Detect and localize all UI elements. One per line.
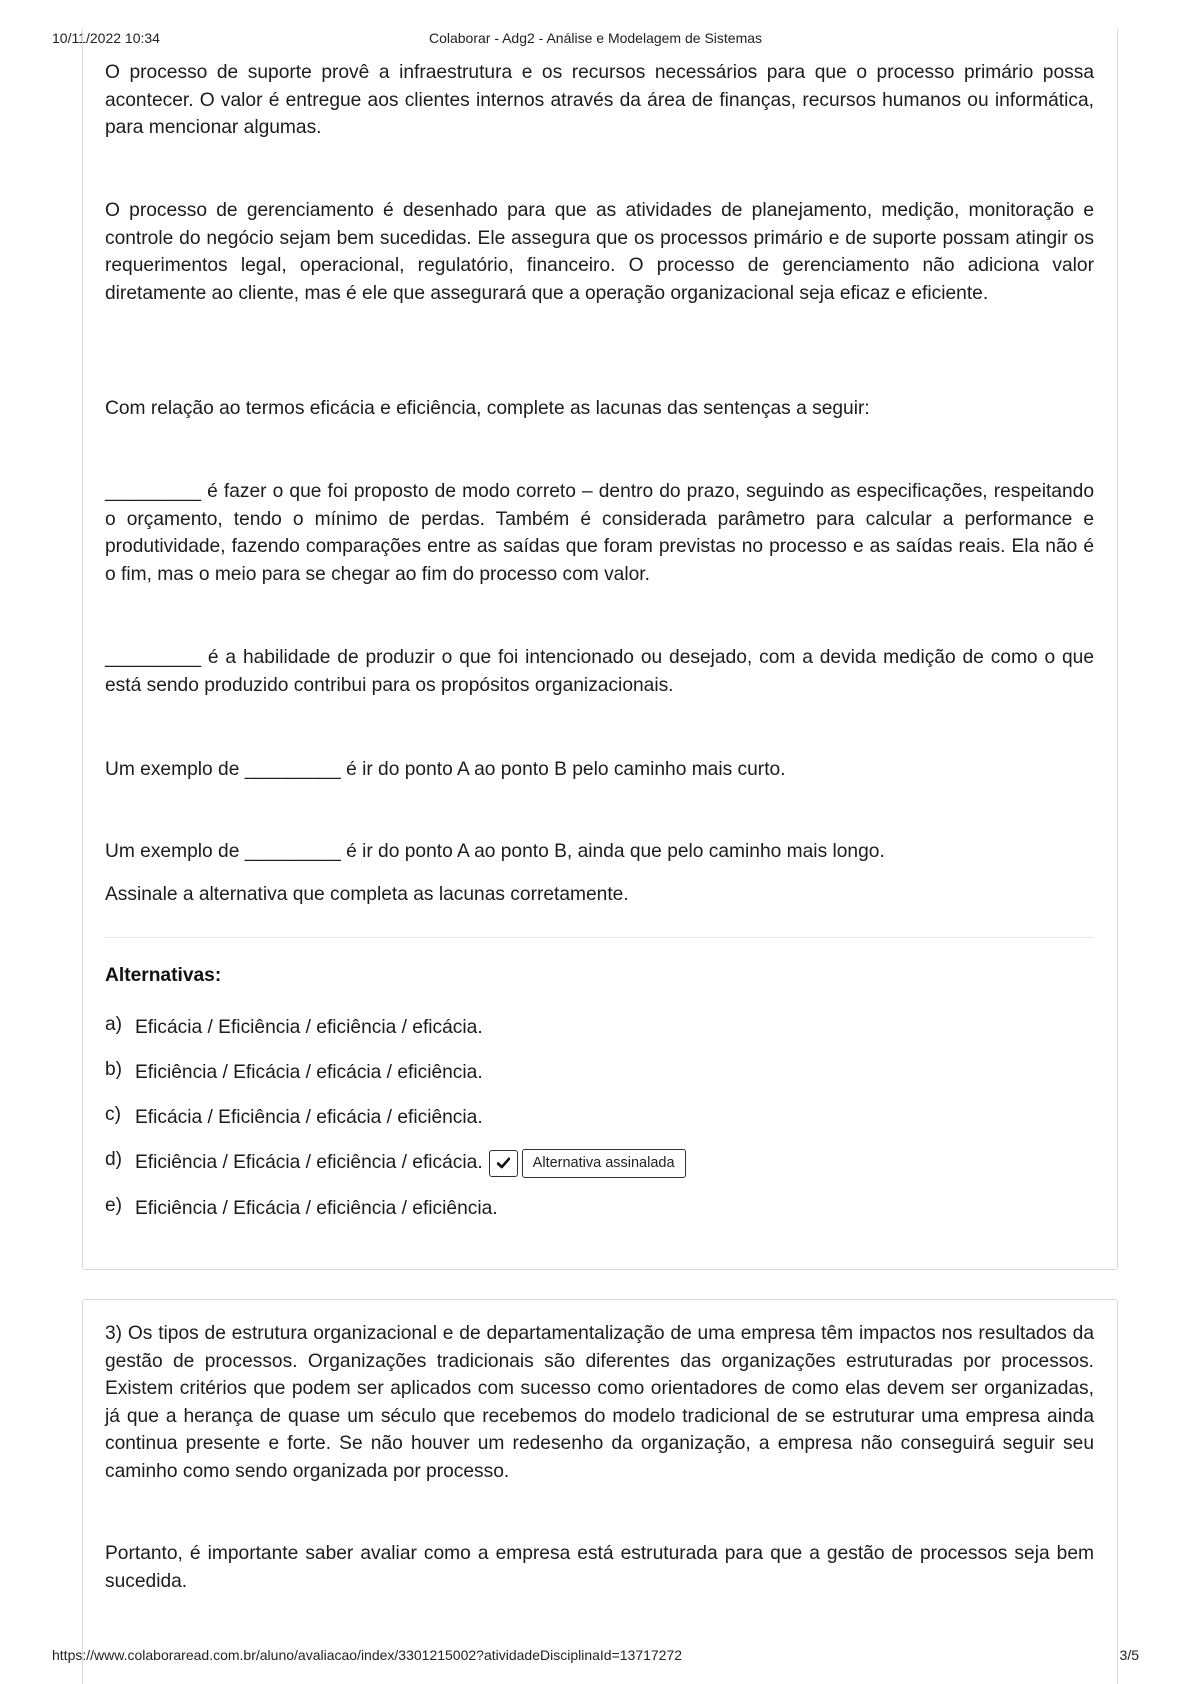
- question-2-sentence-3: Um exemplo de _________ é ir do ponto A ao ponto B pelo caminho mais curto.: [105, 759, 786, 780]
- print-url: https://www.colaboraread.com.br/aluno/avaliacao/index/3301215002?atividadeDisciplinaId=13717272: [52, 1647, 683, 1663]
- print-page-title: Colaborar - Adg2 - Análise e Modelagem de Sistemas: [428, 30, 763, 46]
- option-letter: c): [105, 1104, 121, 1125]
- option-b[interactable]: [105, 1058, 483, 1088]
- option-letter: e): [105, 1195, 123, 1216]
- question-2-instruction: Com relação ao termos eficácia e eficiência, complete as lacunas das sentenças a seguir:: [105, 398, 870, 419]
- print-footer: [52, 1647, 1139, 1667]
- selected-alternative-badge: Alternativa assinalada: [522, 1149, 686, 1178]
- divider: [105, 937, 1094, 938]
- option-text: Eficiência / Eficácia / eficácia / eficiência.: [135, 1062, 483, 1083]
- check-icon: [489, 1150, 518, 1177]
- alternatives-heading: Alternativas:: [105, 965, 222, 986]
- page-number: 3/5: [1119, 1647, 1139, 1663]
- option-letter: b): [105, 1059, 123, 1080]
- option-text: Eficiência / Eficácia / eficiência / eficiência.: [135, 1198, 498, 1219]
- option-letter: d): [105, 1149, 123, 1170]
- question-2-paragraph-management: O processo de gerenciamento é desenhado para que as atividades de planejamento, medição, monitoração e controle do negócio sejam bem sucedidas. Ele assegura que os processos primário e de suporte possam atingir os requerimentos legal, operacional, regulatório, financeiro. O processo de gerenciamento não adiciona valor diretamente ao cliente, mas é ele que assegurará que a operação organizacional seja eficaz e eficiente.: [105, 200, 1094, 304]
- option-letter: a): [105, 1014, 123, 1035]
- question-2-paragraph-support: O processo de suporte provê a infraestrutura e os recursos necessários para que o processo primário possa acontecer. O valor é entregue aos clientes internos através da área de finanças, recursos humanos ou informática, para mencionar algumas.: [105, 62, 1094, 138]
- question-2-prompt: Assinale a alternativa que completa as lacunas corretamente.: [105, 884, 629, 905]
- question-3-paragraph-intro: 3) Os tipos de estrutura organizacional e de departamentalização de uma empresa têm impactos nos resultados da gestão de processos. Organizações tradicionais são diferentes das organizações estruturadas por processos. Existem critérios que podem ser aplicados com sucesso como orientadores de como elas devem ser organizadas, já que a herança de quase um século que recebemos do modelo tradicional de se estruturar uma empresa ainda continua presente e forte. Se não houver um redesenho da organização, a empresa não conseguirá seguir seu caminho como sendo organizada por processo.: [105, 1323, 1094, 1482]
- option-text: Eficácia / Eficiência / eficácia / eficiência.: [135, 1107, 483, 1128]
- option-e[interactable]: [105, 1194, 498, 1224]
- option-text: Eficácia / Eficiência / eficiência / eficácia.: [135, 1017, 483, 1038]
- option-a[interactable]: [105, 1013, 483, 1043]
- question-3-paragraph-conclusion: Portanto, é importante saber avaliar como a empresa está estruturada para que a gestão de processos seja bem sucedida.: [105, 1543, 1094, 1592]
- question-2-sentence-2: _________ é a habilidade de produzir o que foi intencionado ou desejado, com a devida medição de como o que está sendo produzido contribui para os propósitos organizacionais.: [105, 647, 1094, 696]
- option-text: Eficiência / Eficácia / eficiência / eficácia.: [135, 1152, 483, 1173]
- option-c[interactable]: [105, 1103, 483, 1133]
- print-datetime: 10/11/2022 10:34: [52, 30, 160, 46]
- question-2-sentence-4: Um exemplo de _________ é ir do ponto A ao ponto B, ainda que pelo caminho mais longo.: [105, 841, 885, 862]
- option-d[interactable]: [105, 1148, 686, 1178]
- question-2-sentence-1: _________ é fazer o que foi proposto de modo correto – dentro do prazo, seguindo as especificações, respeitando o orçamento, tendo o mínimo de perdas. Também é considerada parâmetro para calcular a performance e produtividade, fazendo comparações entre as saídas que foram previstas no processo e as saídas reais. Ela não é o fim, mas o meio para se chegar ao fim do processo com valor.: [105, 481, 1094, 585]
